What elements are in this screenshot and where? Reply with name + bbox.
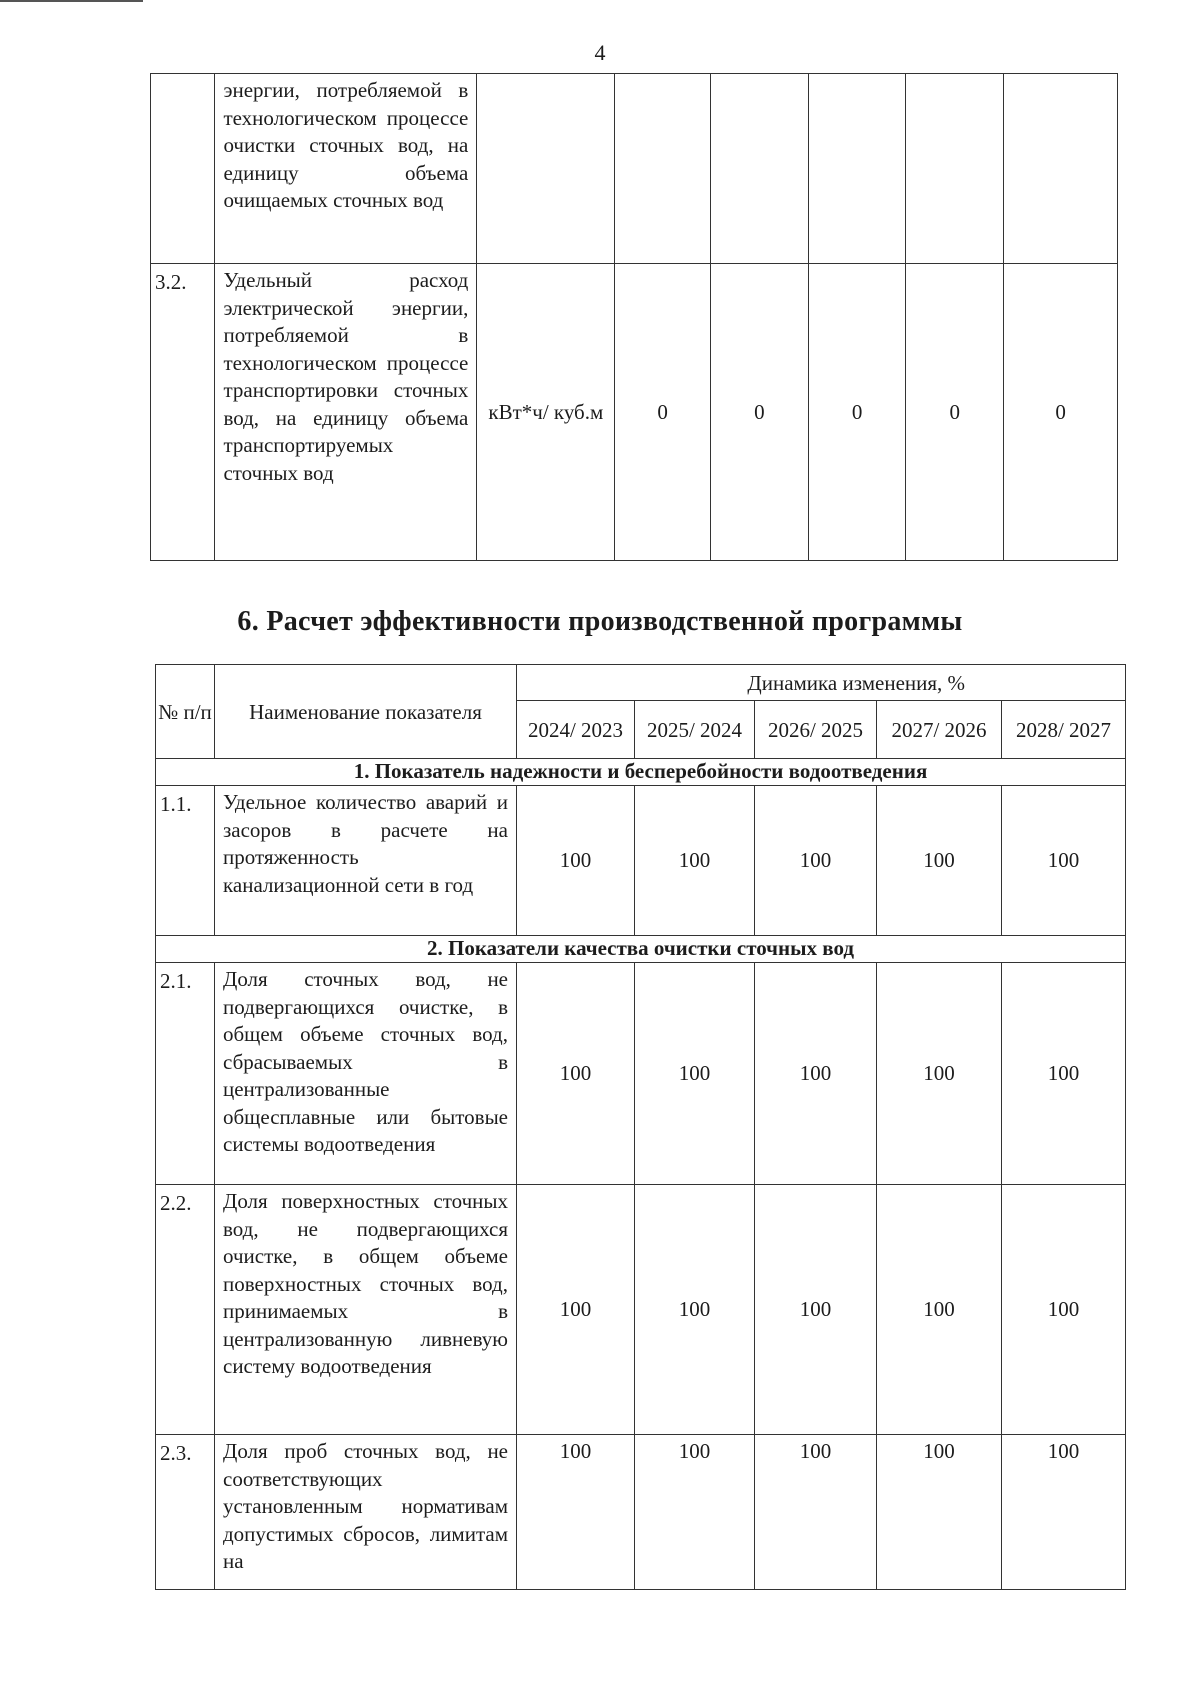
table-row [151, 264, 1118, 561]
period-header: 2028/ 2027 [1002, 701, 1126, 759]
column-header-name: Наименование показателя [215, 665, 517, 759]
value-cell [711, 74, 809, 264]
section-heading: 6. Расчет эффективности производственной программы [237, 606, 963, 637]
row-number: 2.1. [156, 963, 215, 1185]
row-number: 3.2. [151, 264, 215, 561]
period-header: 2024/ 2023 [517, 701, 635, 759]
value-cell: 100 [877, 963, 1002, 1185]
value-cell: 100 [635, 1185, 755, 1435]
value-cell: 0 [906, 264, 1004, 561]
value-cell: 100 [517, 963, 635, 1185]
indicator-name: Доля сточных вод, не подвергающихся очистке, в общем объеме сточных вод, сбрасываемых в централизованные общесплавные или бытовые системы водоотведения [215, 963, 517, 1185]
value-cell: 100 [517, 1185, 635, 1435]
page-number: 4 [594, 40, 606, 65]
value-cell: 100 [755, 786, 877, 936]
unit-cell: кВт*ч/ куб.м [477, 264, 615, 561]
value-cell: 100 [1002, 963, 1126, 1185]
row-number: 2.3. [156, 1435, 215, 1590]
section-row [156, 759, 1126, 786]
value-cell: 100 [1002, 1435, 1126, 1590]
value-cell: 100 [1002, 786, 1126, 936]
efficiency-table [155, 664, 1126, 1590]
value-cell: 0 [711, 264, 809, 561]
value-cell: 100 [635, 786, 755, 936]
value-cell: 100 [877, 1185, 1002, 1435]
value-cell: 100 [877, 786, 1002, 936]
value-cell [1004, 74, 1118, 264]
value-cell: 100 [517, 786, 635, 936]
value-cell: 100 [1002, 1185, 1126, 1435]
indicator-name: Доля поверхностных сточных вод, не подвергающихся очистке, в общем объеме поверхностных сточных вод, принимаемых в централизованную ливневую систему водоотведения [215, 1185, 517, 1435]
period-header: 2025/ 2024 [635, 701, 755, 759]
indicator-name: энергии, потребляемой в технологическом процессе очистки сточных вод, на единицу объема очищаемых сточных вод [215, 74, 477, 264]
section-title: 2. Показатели качества очистки сточных вод [156, 936, 1126, 963]
section-row [156, 936, 1126, 963]
indicators-table-continued [150, 73, 1118, 561]
table-row [156, 1435, 1126, 1590]
value-cell: 100 [755, 1435, 877, 1590]
row-number: 1.1. [156, 786, 215, 936]
value-cell [906, 74, 1004, 264]
value-cell: 0 [615, 264, 711, 561]
value-cell: 100 [517, 1435, 635, 1590]
indicator-name: Удельное количество аварий и засоров в расчете на протяженность канализационной сети в год [215, 786, 517, 936]
period-header: 2027/ 2026 [877, 701, 1002, 759]
period-header: 2026/ 2025 [755, 701, 877, 759]
unit-cell [477, 74, 615, 264]
table-row [151, 74, 1118, 264]
scan-edge-mark [0, 0, 143, 2]
value-cell: 0 [808, 264, 906, 561]
row-number: 2.2. [156, 1185, 215, 1435]
value-cell [808, 74, 906, 264]
value-cell: 100 [635, 963, 755, 1185]
value-cell: 100 [755, 963, 877, 1185]
header-row [156, 665, 1126, 701]
value-cell: 100 [877, 1435, 1002, 1590]
value-cell [615, 74, 711, 264]
column-header-dynamics: Динамика изменения, % [517, 665, 1126, 701]
value-cell: 100 [755, 1185, 877, 1435]
value-cell: 0 [1004, 264, 1118, 561]
table-row [156, 963, 1126, 1185]
value-cell: 100 [635, 1435, 755, 1590]
column-header-number: № п/п [156, 665, 215, 759]
table-row [156, 1185, 1126, 1435]
indicator-name: Удельный расход электрической энергии, потребляемой в технологическом процессе транспортировки сточных вод, на единицу объема транспортируемых сточных вод [215, 264, 477, 561]
row-number [151, 74, 215, 264]
section-title: 1. Показатель надежности и бесперебойности водоотведения [156, 759, 1126, 786]
table-row [156, 786, 1126, 936]
indicator-name: Доля проб сточных вод, не соответствующих установленным нормативам допустимых сбросов, лимитам на [215, 1435, 517, 1590]
